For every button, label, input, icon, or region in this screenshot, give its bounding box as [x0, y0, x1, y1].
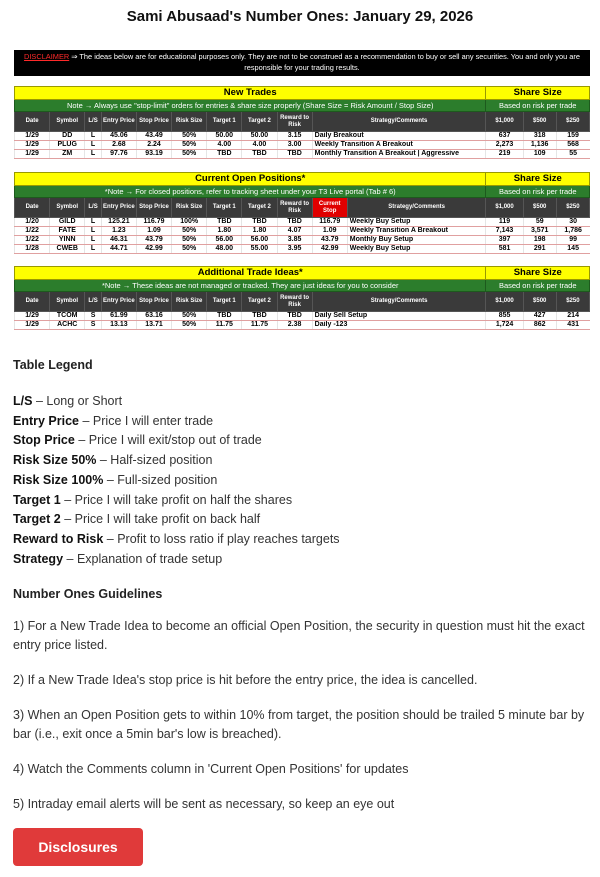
legend-list: [13, 392, 593, 569]
col-stop: Stop Price: [136, 292, 171, 312]
legend-desc: – Long or Short: [35, 394, 123, 408]
cell-t1: 1.80: [207, 227, 242, 236]
table-row: [15, 150, 590, 159]
cell-t2: TBD: [242, 150, 277, 159]
col-entry: Entry Price: [101, 198, 136, 218]
cell-date: 1/28: [15, 245, 50, 254]
share-size-note: Based on risk per trade: [486, 280, 590, 292]
cell-t1: TBD: [207, 218, 242, 227]
col-stop: Stop Price: [136, 112, 171, 132]
cell-ls: L: [85, 132, 102, 141]
col-500: $500: [523, 112, 556, 132]
cell-t2: TBD: [242, 312, 277, 321]
cell-stop: 43.79: [136, 236, 171, 245]
cell-s500: 198: [523, 236, 556, 245]
new-trades-table: [14, 86, 590, 159]
legend-desc: – Price I will take profit on half the shares: [64, 492, 293, 507]
additional-ideas-note: *Note → These ideas are not managed or tracked. They are just ideas for you to consider: [15, 280, 486, 292]
col-250: $250: [556, 292, 589, 312]
table-header-row: [15, 292, 590, 312]
cell-t1: 48.00: [207, 245, 242, 254]
col-strategy: Strategy/Comments: [312, 112, 486, 132]
cell-cstop: 42.99: [312, 245, 347, 254]
cell-rr: TBD: [277, 312, 312, 321]
cell-t2: 1.80: [242, 227, 277, 236]
col-500: $500: [523, 198, 556, 218]
cell-strategy: Weekly Buy Setup: [347, 218, 486, 227]
table-row: [15, 312, 590, 321]
cell-symbol: FATE: [50, 227, 85, 236]
cell-entry: 44.71: [101, 245, 136, 254]
legend-term: Risk Size 100%: [13, 472, 104, 487]
table-row: [15, 141, 590, 150]
legend-desc: – Explanation of trade setup: [66, 551, 223, 566]
cell-stop: 116.79: [136, 218, 171, 227]
cell-risk: 50%: [172, 245, 207, 254]
cell-cstop: 1.09: [312, 227, 347, 236]
cell-symbol: CWEB: [50, 245, 85, 254]
cell-t2: 55.00: [242, 245, 277, 254]
col-ls: L/S: [85, 198, 102, 218]
cell-s250: 145: [556, 245, 589, 254]
cell-symbol: TCOM: [50, 312, 85, 321]
cell-t2: 50.00: [242, 132, 277, 141]
col-stop: Stop Price: [136, 198, 171, 218]
cell-strategy: Daily Sell Setup: [312, 312, 486, 321]
cell-stop: 13.71: [136, 321, 171, 330]
cell-stop: 43.49: [136, 132, 171, 141]
legend-item: [13, 412, 593, 432]
table-row: [15, 236, 590, 245]
col-ls: L/S: [85, 112, 102, 132]
table-row: [15, 218, 590, 227]
col-reward-risk: Reward to Risk: [277, 112, 312, 132]
share-size-title: Share Size: [486, 267, 590, 280]
cell-risk: 50%: [172, 141, 207, 150]
legend-item: [13, 392, 593, 412]
cell-stop: 42.99: [136, 245, 171, 254]
col-strategy: Strategy/Comments: [312, 292, 486, 312]
legend-item: [13, 550, 593, 570]
col-250: $250: [556, 198, 589, 218]
open-positions-table: [14, 172, 590, 254]
guideline-item: 2) If a New Trade Idea's stop price is hit before the entry price, the idea is cancelled.: [13, 673, 478, 687]
share-size-title: Share Size: [486, 173, 590, 186]
cell-cstop: 116.79: [312, 218, 347, 227]
cell-symbol: ZM: [50, 150, 85, 159]
guideline-item: 1) For a New Trade Idea to become an official Open Position, the security in question must hit the exact entry price listed.: [13, 619, 585, 652]
cell-date: 1/29: [15, 321, 50, 330]
cell-stop: 1.09: [136, 227, 171, 236]
legend-item: [13, 431, 593, 451]
cell-date: 1/20: [15, 218, 50, 227]
table-legend: [13, 358, 593, 569]
cell-entry: 97.76: [101, 150, 136, 159]
open-positions-title: Current Open Positions*: [15, 173, 486, 186]
col-ls: L/S: [85, 292, 102, 312]
table-row: [15, 227, 590, 236]
cell-t2: 4.00: [242, 141, 277, 150]
col-250: $250: [556, 112, 589, 132]
disclosures-button[interactable]: Disclosures: [13, 828, 143, 866]
cell-entry: 1.23: [101, 227, 136, 236]
additional-ideas-table: [14, 266, 590, 330]
cell-date: 1/29: [15, 132, 50, 141]
cell-s500: 109: [523, 150, 556, 159]
cell-risk: 50%: [172, 321, 207, 330]
cell-ls: S: [85, 321, 102, 330]
cell-s250: 99: [556, 236, 589, 245]
legend-term: Risk Size 50%: [13, 453, 97, 468]
table-header-row: [15, 198, 590, 218]
cell-ls: L: [85, 245, 102, 254]
col-date: Date: [15, 198, 50, 218]
legend-term: Target 2: [13, 512, 61, 527]
cell-t2: TBD: [242, 218, 277, 227]
cell-strategy: Weekly Transition A Breakout: [347, 227, 486, 236]
col-date: Date: [15, 292, 50, 312]
guidelines-title: Number Ones Guidelines: [13, 587, 163, 601]
cell-stop: 63.16: [136, 312, 171, 321]
cell-s500: 427: [523, 312, 556, 321]
cell-rr: TBD: [277, 150, 312, 159]
col-1000: $1,000: [486, 292, 523, 312]
cell-date: 1/22: [15, 236, 50, 245]
col-target2: Target 2: [242, 112, 277, 132]
cell-ls: L: [85, 236, 102, 245]
cell-t1: TBD: [207, 312, 242, 321]
cell-s1000: 2,273: [486, 141, 523, 150]
col-entry: Entry Price: [101, 112, 136, 132]
cell-s1000: 581: [486, 245, 523, 254]
legend-desc: – Half-sized position: [99, 453, 213, 468]
page-title: Sami Abusaad's Number Ones: January 29, 2026: [126, 8, 474, 25]
col-target1: Target 1: [207, 112, 242, 132]
legend-desc: – Price I will exit/stop out of trade: [78, 433, 262, 448]
cell-s250: 568: [556, 141, 589, 150]
cell-s500: 3,571: [523, 227, 556, 236]
cell-rr: 3.95: [277, 245, 312, 254]
cell-rr: 2.38: [277, 321, 312, 330]
cell-date: 1/29: [15, 150, 50, 159]
cell-symbol: DD: [50, 132, 85, 141]
legend-item: [13, 491, 593, 511]
legend-item: [13, 510, 593, 530]
col-target1: Target 1: [207, 292, 242, 312]
legend-desc: – Profit to loss ratio if play reaches targets: [106, 531, 340, 546]
cell-cstop: 43.79: [312, 236, 347, 245]
col-target2: Target 2: [242, 198, 277, 218]
new-trades-title: New Trades: [15, 87, 486, 100]
cell-stop: 93.19: [136, 150, 171, 159]
cell-entry: 2.68: [101, 141, 136, 150]
cell-entry: 125.21: [101, 218, 136, 227]
cell-rr: 3.00: [277, 141, 312, 150]
col-risk: Risk Size: [172, 112, 207, 132]
col-target1: Target 1: [207, 198, 242, 218]
cell-ls: L: [85, 218, 102, 227]
new-trades-note: Note → Always use "stop-limit" orders for entries & share size properly (Share Size = Risk Amount / Stop Size): [15, 100, 486, 112]
col-risk: Risk Size: [172, 292, 207, 312]
col-symbol: Symbol: [50, 292, 85, 312]
col-reward-risk: Reward to Risk: [277, 198, 312, 218]
cell-rr: TBD: [277, 218, 312, 227]
cell-strategy: Monthly Buy Setup: [347, 236, 486, 245]
cell-stop: 2.24: [136, 141, 171, 150]
cell-entry: 13.13: [101, 321, 136, 330]
cell-s250: 30: [556, 218, 589, 227]
cell-date: 1/22: [15, 227, 50, 236]
guideline-item: 4) Watch the Comments column in 'Current Open Positions' for updates: [13, 762, 409, 776]
cell-risk: 50%: [172, 132, 207, 141]
col-target2: Target 2: [242, 292, 277, 312]
cell-strategy: Weekly Transition A Breakout: [312, 141, 486, 150]
legend-item: [13, 471, 593, 491]
legend-term: Target 1: [13, 492, 61, 507]
cell-entry: 46.31: [101, 236, 136, 245]
cell-symbol: PLUG: [50, 141, 85, 150]
cell-date: 1/29: [15, 312, 50, 321]
cell-strategy: Daily -123: [312, 321, 486, 330]
col-risk: Risk Size: [172, 198, 207, 218]
cell-ls: L: [85, 141, 102, 150]
col-entry: Entry Price: [101, 292, 136, 312]
legend-term: L/S: [13, 394, 33, 408]
table-row: [15, 321, 590, 330]
cell-risk: 100%: [172, 218, 207, 227]
cell-s1000: 397: [486, 236, 523, 245]
cell-t2: 56.00: [242, 236, 277, 245]
col-symbol: Symbol: [50, 198, 85, 218]
guidelines-list: [13, 617, 593, 814]
cell-strategy: Daily Breakout: [312, 132, 486, 141]
col-date: Date: [15, 112, 50, 132]
cell-symbol: YINN: [50, 236, 85, 245]
cell-t1: 4.00: [207, 141, 242, 150]
col-1000: $1,000: [486, 198, 523, 218]
cell-s250: 214: [556, 312, 589, 321]
cell-s1000: 7,143: [486, 227, 523, 236]
legend-desc: – Full-sized position: [106, 472, 218, 487]
cell-risk: 50%: [172, 150, 207, 159]
guideline-item: 3) When an Open Position gets to within 10% from target, the position should be trailed 5 minute bar by bar (i.e., exit once a 5min bar's low is breached).: [13, 708, 585, 741]
cell-s500: 59: [523, 218, 556, 227]
cell-s250: 1,786: [556, 227, 589, 236]
cell-s500: 862: [523, 321, 556, 330]
table-row: [15, 245, 590, 254]
cell-t2: 11.75: [242, 321, 277, 330]
open-positions-note: *Note → For closed positions, refer to tracking sheet under your T3 Live portal (Tab # 6): [15, 186, 486, 198]
share-size-title: Share Size: [486, 87, 590, 100]
cell-entry: 45.06: [101, 132, 136, 141]
cell-symbol: GILD: [50, 218, 85, 227]
disclaimer-text: The ideas below are for educational purposes only. They are not to be construed as a recommendation to buy or sell any securities. You and only you are responsible for your trading results.: [79, 52, 580, 72]
legend-title: Table Legend: [13, 358, 93, 372]
disclaimer-banner: [14, 50, 590, 76]
disclaimer-arrow: ⇒: [71, 52, 78, 61]
legend-item: [13, 451, 593, 471]
cell-ls: L: [85, 150, 102, 159]
guideline-item: 5) Intraday email alerts will be sent as necessary, so keep an eye out: [13, 797, 395, 811]
col-1000: $1,000: [486, 112, 523, 132]
table-row: [15, 132, 590, 141]
cell-strategy: Monthly Transition A Breakout | Aggressive: [312, 150, 486, 159]
cell-s1000: 855: [486, 312, 523, 321]
cell-s250: 159: [556, 132, 589, 141]
cell-t1: TBD: [207, 150, 242, 159]
cell-entry: 61.99: [101, 312, 136, 321]
cell-t1: 11.75: [207, 321, 242, 330]
col-500: $500: [523, 292, 556, 312]
cell-ls: S: [85, 312, 102, 321]
cell-s500: 1,136: [523, 141, 556, 150]
legend-term: Strategy: [13, 551, 64, 566]
cell-s500: 318: [523, 132, 556, 141]
cell-date: 1/29: [15, 141, 50, 150]
cell-rr: 3.85: [277, 236, 312, 245]
cell-strategy: Weekly Buy Setup: [347, 245, 486, 254]
table-header-row: [15, 112, 590, 132]
cell-s1000: 219: [486, 150, 523, 159]
share-size-note: Based on risk per trade: [486, 186, 590, 198]
cell-rr: 4.07: [277, 227, 312, 236]
additional-ideas-title: Additional Trade Ideas*: [15, 267, 486, 280]
col-strategy: Strategy/Comments: [347, 198, 486, 218]
cell-risk: 50%: [172, 312, 207, 321]
col-reward-risk: Reward to Risk: [277, 292, 312, 312]
col-current-stop: Current Stop: [312, 198, 347, 218]
cell-risk: 50%: [172, 227, 207, 236]
col-symbol: Symbol: [50, 112, 85, 132]
legend-term: Reward to Risk: [13, 531, 104, 546]
guidelines-section: [13, 587, 593, 814]
disclaimer-link[interactable]: DISCLAIMER: [24, 52, 70, 61]
legend-term: Entry Price: [13, 413, 80, 428]
cell-rr: 3.15: [277, 132, 312, 141]
cell-s1000: 119: [486, 218, 523, 227]
cell-s250: 431: [556, 321, 589, 330]
share-size-note: Based on risk per trade: [486, 100, 590, 112]
cell-t1: 50.00: [207, 132, 242, 141]
legend-item: [13, 530, 593, 550]
cell-s1000: 637: [486, 132, 523, 141]
cell-t1: 56.00: [207, 236, 242, 245]
legend-term: Stop Price: [13, 433, 75, 448]
cell-ls: L: [85, 227, 102, 236]
cell-risk: 50%: [172, 236, 207, 245]
legend-desc: – Price I will take profit on back half: [64, 512, 261, 527]
legend-desc: – Price I will enter trade: [82, 413, 214, 428]
cell-s250: 55: [556, 150, 589, 159]
cell-s500: 291: [523, 245, 556, 254]
cell-symbol: ACHC: [50, 321, 85, 330]
cell-s1000: 1,724: [486, 321, 523, 330]
